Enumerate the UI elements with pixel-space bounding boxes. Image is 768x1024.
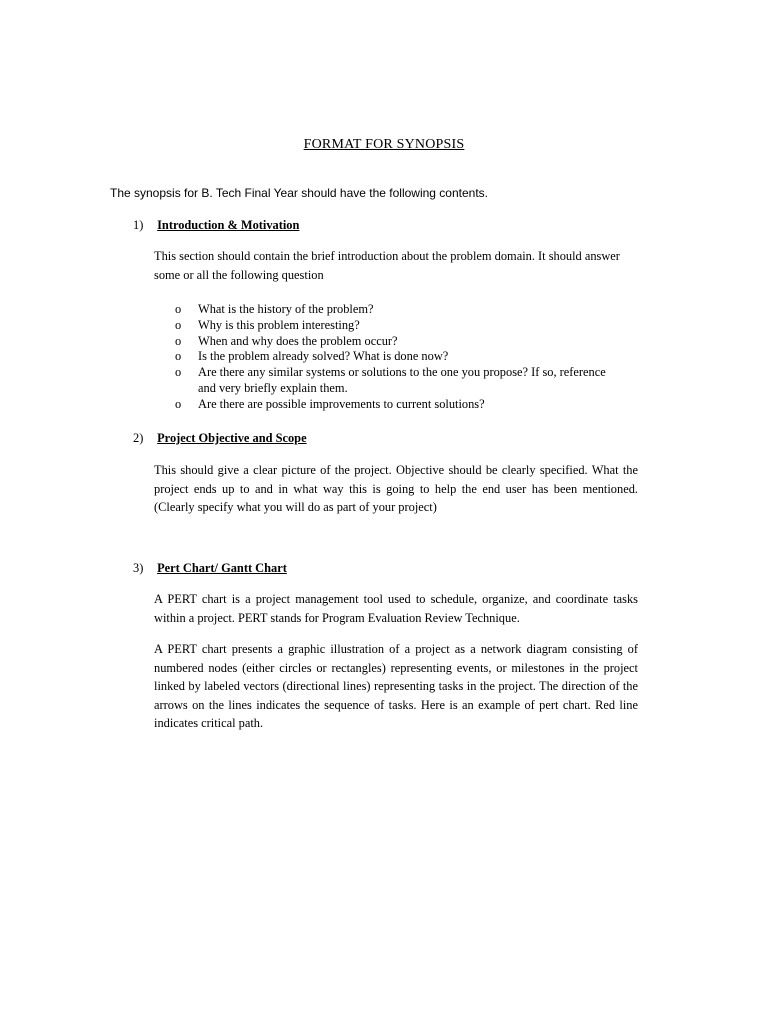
section-3-paragraph-1: A PERT chart is a project management tool used to schedule, organize, and coordinate tasks within a project. PERT stands for Program Evaluation Review Technique.	[154, 592, 638, 625]
list-item	[175, 334, 615, 350]
section-3-number: 3)	[133, 561, 144, 575]
bullet-marker: o	[175, 317, 182, 332]
list-item-text: Is the problem already solved? What is done now?	[198, 349, 449, 364]
section-1-number: 1)	[133, 218, 144, 232]
section-2-paragraph: This should give a clear picture of the project. Objective should be clearly specified. What the project ends up to and in what way this is going to help the end user has been mentioned. (Clearly specify what you will do as part of your project)	[154, 463, 638, 514]
section-1-title: Introduction & Motivation	[157, 218, 300, 232]
bullet-marker: o	[175, 333, 182, 348]
section-1-heading	[133, 218, 299, 233]
bullet-marker: o	[175, 302, 182, 316]
list-item-text: Are there are possible improvements to current solutions?	[198, 396, 485, 411]
bullet-marker: o	[175, 349, 182, 364]
section-3-paragraph-2: A PERT chart presents a graphic illustration of a project as a network diagram consisting of numbered nodes (either circles or rectangles) representing events, or milestones in the project linked by labeled vectors (directional lines) representing tasks in the project. The direction of the arrows on the lines indicates the sequence of tasks. Here is an example of pert chart. Red line indicates critical path.	[154, 642, 638, 730]
list-item	[175, 302, 615, 318]
section-3-heading	[133, 561, 287, 576]
question-list	[175, 302, 615, 413]
list-item-text: Why is this problem interesting?	[198, 317, 360, 332]
list-item	[175, 397, 615, 413]
list-item	[175, 318, 615, 334]
section-2-number: 2)	[133, 431, 144, 445]
section-1-paragraph: This section should contain the brief introduction about the problem domain. It should answer some or all the following question	[154, 249, 620, 282]
document-title: FORMAT FOR SYNOPSIS	[303, 137, 465, 152]
list-item-text: When and why does the problem occur?	[198, 333, 398, 348]
bullet-marker: o	[175, 365, 182, 380]
section-3-title: Pert Chart/ Gantt Chart	[157, 561, 287, 575]
list-item	[175, 349, 615, 365]
list-item-text: Are there any similar systems or solutions to the one you propose? If so, reference and very briefly explain them.	[198, 365, 606, 395]
bullet-marker: o	[175, 396, 182, 411]
section-2-title: Project Objective and Scope	[157, 431, 307, 445]
intro-text: The synopsis for B. Tech Final Year should have the following contents.	[110, 186, 489, 200]
list-item	[175, 365, 615, 397]
section-2-heading	[133, 431, 307, 446]
list-item-text: What is the history of the problem?	[198, 302, 374, 316]
